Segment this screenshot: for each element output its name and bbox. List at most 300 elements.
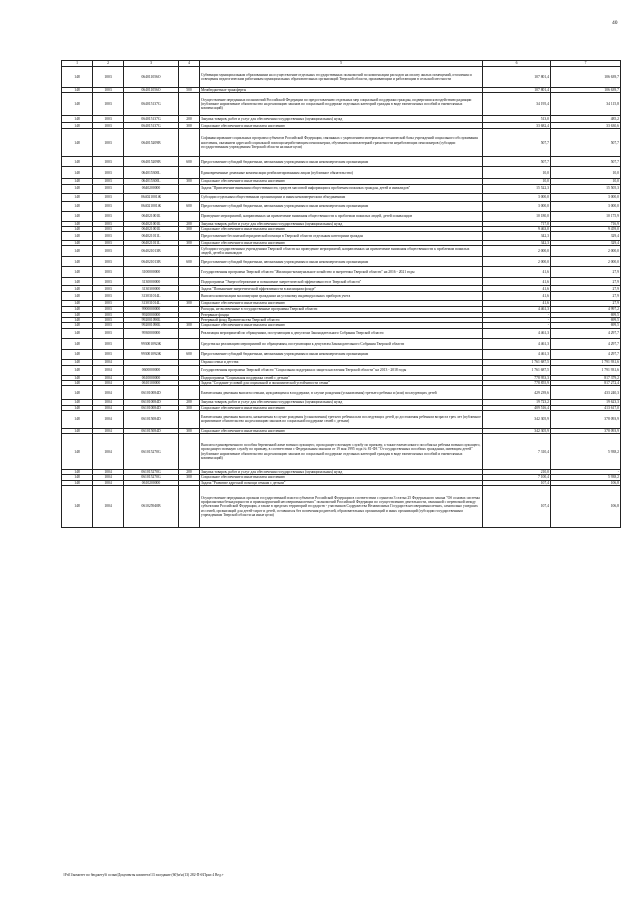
table-row bbox=[62, 328, 621, 338]
cell-description: Единовременные денежные компенсации реабилитированным лицам (публичное обязательство) bbox=[200, 167, 483, 179]
cell-actual-amount: 3 000,0 bbox=[551, 193, 621, 201]
cell-description: Межбюджетные трансферты bbox=[200, 88, 483, 93]
cell-plan-amount: 342 305,9 bbox=[483, 428, 551, 433]
cell-target-code: 064015300L bbox=[124, 179, 179, 184]
cell-description: Проведение мероприятий, направленных на привлечение внимания общественности к проблемам пожилых людей, детей и инвалидов bbox=[200, 211, 483, 221]
cell-target-code: 3130000000 bbox=[124, 278, 179, 286]
table-row bbox=[62, 386, 621, 400]
cell-target-code: 064021001Б bbox=[124, 221, 179, 226]
cell-section: 1004 bbox=[93, 475, 124, 480]
cell-section: 1004 bbox=[93, 400, 124, 405]
cell-expense-type: 300 bbox=[179, 405, 200, 410]
cell-grbs: 148 bbox=[62, 292, 93, 301]
cell-expense-type: 200 bbox=[179, 470, 200, 475]
cell-plan-amount: 41,6 bbox=[483, 286, 551, 292]
cell-description: Расходы, не включенные в государственные программы Тверской области bbox=[200, 306, 483, 312]
cell-expense-type bbox=[179, 67, 200, 88]
cell-description: Закупка товаров, работ и услуг для обеспечения государственных (муниципальных) нужд bbox=[200, 400, 483, 405]
cell-section: 1003 bbox=[93, 211, 124, 221]
cell-target-code: 313031014L bbox=[124, 301, 179, 306]
cell-target-code: 064021001Б bbox=[124, 211, 179, 221]
cell-plan-amount: 513,0 bbox=[483, 116, 551, 123]
cell-grbs: 148 bbox=[62, 405, 93, 410]
cell-description: Подпрограмма "Социальная поддержка семей с детьми" bbox=[200, 375, 483, 380]
cell-actual-amount: 10,0 bbox=[551, 179, 621, 184]
cell-grbs: 148 bbox=[62, 246, 93, 257]
cell-grbs: 148 bbox=[62, 375, 93, 380]
cell-plan-amount: 41,6 bbox=[483, 301, 551, 306]
cell-actual-amount: 27,9 bbox=[551, 301, 621, 306]
cell-section: 1003 bbox=[93, 267, 124, 278]
cell-plan-amount: 4 461,3 bbox=[483, 338, 551, 349]
cell-plan-amount: - bbox=[483, 318, 551, 323]
table-row bbox=[62, 211, 621, 221]
cell-target-code: 9930000000 bbox=[124, 328, 179, 338]
cell-description: Предоставление субсидий бюджетным, автономным учреждениям и иным некоммерческим организациям bbox=[200, 157, 483, 167]
cell-actual-amount: 4 297,7 bbox=[551, 349, 621, 359]
cell-expense-type bbox=[179, 386, 200, 400]
cell-expense-type bbox=[179, 232, 200, 241]
cell-target-code: 061025940В bbox=[124, 486, 179, 528]
cell-section: 1003 bbox=[93, 179, 124, 184]
cell-description: Социальное обеспечение и иные выплаты населению bbox=[200, 226, 483, 231]
cell-expense-type: 200 bbox=[179, 221, 200, 226]
cell-section: 1003 bbox=[93, 167, 124, 179]
cell-description: Резервный фонд Правительства Тверской области bbox=[200, 318, 483, 323]
cell-plan-amount: 3 000,0 bbox=[483, 201, 551, 211]
cell-section: 1004 bbox=[93, 386, 124, 400]
cell-actual-amount: 4 297,7 bbox=[551, 328, 621, 338]
cell-description: Закупка товаров, работ и услуг для обеспечения государственных (муниципальных) нужд bbox=[200, 470, 483, 475]
cell-grbs: 148 bbox=[62, 241, 93, 246]
cell-expense-type: 300 bbox=[179, 226, 200, 231]
cell-plan-amount: 107 801,4 bbox=[483, 67, 551, 88]
cell-actual-amount: - bbox=[551, 470, 621, 475]
cell-description: Задача "Создание условий для социальной и экономической устойчивости семьи" bbox=[200, 380, 483, 385]
cell-grbs: 148 bbox=[62, 257, 93, 267]
table-row bbox=[62, 129, 621, 157]
cell-expense-type bbox=[179, 338, 200, 349]
table-row bbox=[62, 267, 621, 278]
cell-target-code: 061010084D bbox=[124, 400, 179, 405]
cell-grbs: 148 bbox=[62, 365, 93, 375]
cell-grbs: 148 bbox=[62, 386, 93, 400]
cell-section: 1003 bbox=[93, 312, 124, 317]
cell-plan-amount: 778 953,3 bbox=[483, 375, 551, 380]
cell-plan-amount: 34 195,4 bbox=[483, 93, 551, 116]
cell-actual-amount: 485,2 bbox=[551, 116, 621, 123]
cell-plan-amount: 10 180,0 bbox=[483, 211, 551, 221]
cell-grbs: 148 bbox=[62, 410, 93, 428]
cell-grbs: 148 bbox=[62, 349, 93, 359]
table-row bbox=[62, 400, 621, 405]
cell-target-code: 3100000000 bbox=[124, 267, 179, 278]
cell-plan-amount: 33 682,4 bbox=[483, 123, 551, 129]
col-header: 3 bbox=[124, 61, 179, 67]
cell-actual-amount: 27,9 bbox=[551, 278, 621, 286]
cell-grbs: 148 bbox=[62, 428, 93, 433]
cell-plan-amount: 429 239,6 bbox=[483, 386, 551, 400]
table-row bbox=[62, 116, 621, 123]
cell-grbs: 148 bbox=[62, 167, 93, 179]
cell-target-code: 064015137G bbox=[124, 123, 179, 129]
cell-expense-type bbox=[179, 278, 200, 286]
cell-target-code: 0610100000 bbox=[124, 380, 179, 385]
cell-actual-amount: 817 379,2 bbox=[551, 375, 621, 380]
cell-plan-amount: 507,7 bbox=[483, 157, 551, 167]
table-row bbox=[62, 338, 621, 349]
col-header: 5 bbox=[200, 61, 483, 67]
cell-actual-amount: 329,4 bbox=[551, 232, 621, 241]
cell-section: 1004 bbox=[93, 405, 124, 410]
cell-section: 1003 bbox=[93, 349, 124, 359]
cell-plan-amount: 10,0 bbox=[483, 179, 551, 184]
table-row bbox=[62, 232, 621, 241]
cell-plan-amount: 4 461,3 bbox=[483, 328, 551, 338]
cell-plan-amount: - bbox=[483, 323, 551, 328]
cell-target-code: 0640200000 bbox=[124, 184, 179, 193]
cell-actual-amount: 5 938,2 bbox=[551, 434, 621, 470]
table-row bbox=[62, 349, 621, 359]
cell-description: Социальное обеспечение и иные выплаты населению bbox=[200, 241, 483, 246]
cell-grbs: 148 bbox=[62, 338, 93, 349]
cell-expense-type: 500 bbox=[179, 88, 200, 93]
cell-section: 1003 bbox=[93, 323, 124, 328]
cell-section: 1003 bbox=[93, 116, 124, 123]
cell-target-code: 061010084D bbox=[124, 386, 179, 400]
cell-grbs: 148 bbox=[62, 480, 93, 485]
cell-expense-type: 300 bbox=[179, 301, 200, 306]
cell-description: Закупка товаров, работ и услуг для обеспечения государственных (муниципальных) нужд bbox=[200, 221, 483, 226]
cell-description: Предоставление субсидий бюджетным, автономным учреждениям и иным некоммерческим организациям bbox=[200, 257, 483, 267]
cell-grbs: 148 bbox=[62, 226, 93, 231]
cell-description: Государственная программа Тверской области "Жилищно-коммунальное хозяйство и энергетика Тверской области" на 2016 - 2021 годы bbox=[200, 267, 483, 278]
cell-target-code: 0610000000 bbox=[124, 375, 179, 380]
cell-actual-amount: 699,5 bbox=[551, 323, 621, 328]
cell-actual-amount: 10,0 bbox=[551, 167, 621, 179]
cell-description: Субвенции муниципальным образованиям на осуществление отдельных государственных полномочий по компенсации расходов на оплату жилых помещений, отопления и освещения педагогическим работникам муниципальных образовательных организаций Тверской области, проживающим и работающим в сельской местности bbox=[200, 67, 483, 88]
cell-section: 1003 bbox=[93, 93, 124, 116]
cell-grbs: 148 bbox=[62, 380, 93, 385]
cell-description: Охрана семьи и детства bbox=[200, 359, 483, 365]
cell-actual-amount: 433 240,3 bbox=[551, 386, 621, 400]
cell-plan-amount: 342,3 bbox=[483, 241, 551, 246]
cell-expense-type bbox=[179, 365, 200, 375]
cell-target-code: 064021013В bbox=[124, 257, 179, 267]
cell-plan-amount: 4 461,3 bbox=[483, 306, 551, 312]
cell-description: Субсидии отдельным общественным организациям и иным некоммерческим объединениям bbox=[200, 193, 483, 201]
cell-section: 1003 bbox=[93, 306, 124, 312]
cell-description: Социальное обеспечение и иные выплаты населению bbox=[200, 323, 483, 328]
cell-actual-amount: 9 459,0 bbox=[551, 226, 621, 231]
cell-plan-amount: 107 801,4 bbox=[483, 88, 551, 93]
cell-description: Социальное обеспечение и иные выплаты населению bbox=[200, 405, 483, 410]
cell-grbs: 148 bbox=[62, 301, 93, 306]
cell-plan-amount: 507,7 bbox=[483, 129, 551, 157]
cell-target-code: 9900000000 bbox=[124, 306, 179, 312]
cell-actual-amount: 15 505,3 bbox=[551, 184, 621, 193]
table-row bbox=[62, 486, 621, 528]
cell-actual-amount: 2 000,0 bbox=[551, 246, 621, 257]
cell-grbs: 148 bbox=[62, 232, 93, 241]
cell-expense-type bbox=[179, 267, 200, 278]
cell-description: Социальное обеспечение и иные выплаты населению bbox=[200, 301, 483, 306]
cell-section: 1003 bbox=[93, 232, 124, 241]
cell-target-code: 064015209В bbox=[124, 157, 179, 167]
cell-grbs: 148 bbox=[62, 193, 93, 201]
cell-grbs: 148 bbox=[62, 123, 93, 129]
cell-grbs: 148 bbox=[62, 93, 93, 116]
table-row bbox=[62, 246, 621, 257]
cell-description: Предоставление субсидий бюджетным, автономным учреждениям и иным некоммерческим организациям bbox=[200, 349, 483, 359]
cell-expense-type: 600 bbox=[179, 201, 200, 211]
table-row bbox=[62, 434, 621, 470]
table-row bbox=[62, 257, 621, 267]
cell-grbs: 148 bbox=[62, 323, 93, 328]
cell-grbs: 148 bbox=[62, 129, 93, 157]
cell-target-code: 061015270G bbox=[124, 434, 179, 470]
cell-section: 1004 bbox=[93, 359, 124, 365]
cell-plan-amount: 717,0 bbox=[483, 221, 551, 226]
table-row bbox=[62, 201, 621, 211]
cell-section: 1003 bbox=[93, 88, 124, 93]
cell-target-code: 3130300000 bbox=[124, 286, 179, 292]
cell-section: 1004 bbox=[93, 470, 124, 475]
cell-target-code: 064021013В bbox=[124, 246, 179, 257]
cell-expense-type bbox=[179, 211, 200, 221]
cell-description: Задача "Повышение энергетической эффективности в жилищном фонде" bbox=[200, 286, 483, 292]
cell-description: Задача "Развитие адресной помощи семьям с детьми" bbox=[200, 480, 483, 485]
cell-target-code: 064015137G bbox=[124, 116, 179, 123]
cell-section: 1003 bbox=[93, 129, 124, 157]
cell-plan-amount: 19 723,2 bbox=[483, 400, 551, 405]
cell-actual-amount: 699,5 bbox=[551, 318, 621, 323]
cell-description: Ежемесячная денежная выплата семьям, нуждающимся в поддержке, в случае рождения (усыновления) третьего ребенка и (или) последующих детей bbox=[200, 386, 483, 400]
cell-target-code: 061010084D bbox=[124, 405, 179, 410]
cell-plan-amount: 7 100,4 bbox=[483, 475, 551, 480]
cell-grbs: 148 bbox=[62, 470, 93, 475]
cell-grbs: 148 bbox=[62, 306, 93, 312]
page-number: 40 bbox=[612, 20, 618, 26]
cell-section: 1003 bbox=[93, 241, 124, 246]
cell-description: Ежемесячная денежная выплата, назначаемая в случае рождения (усыновления) третьего ребенка или последующих детей до достижения ребенком возраста трех лет (публичное нормативное обязательство на реализацию законов по социальной поддержке семей с детьми) bbox=[200, 410, 483, 428]
budget-table bbox=[61, 60, 621, 528]
table-row bbox=[62, 292, 621, 301]
cell-expense-type bbox=[179, 328, 200, 338]
cell-grbs: 148 bbox=[62, 312, 93, 317]
cell-expense-type bbox=[179, 193, 200, 201]
cell-target-code: 061015270G bbox=[124, 475, 179, 480]
cell-plan-amount: 1 761 687,5 bbox=[483, 365, 551, 375]
cell-target-code: 064015209В bbox=[124, 129, 179, 157]
cell-plan-amount: 210,0 bbox=[483, 470, 551, 475]
cell-grbs: 148 bbox=[62, 179, 93, 184]
cell-expense-type bbox=[179, 93, 200, 116]
cell-plan-amount: 41,6 bbox=[483, 267, 551, 278]
cell-grbs: 148 bbox=[62, 486, 93, 528]
cell-section: 1004 bbox=[93, 410, 124, 428]
cell-section: 1003 bbox=[93, 193, 124, 201]
cell-expense-type: 300 bbox=[179, 123, 200, 129]
cell-actual-amount: 106,8 bbox=[551, 486, 621, 528]
table-row bbox=[62, 67, 621, 88]
cell-actual-amount: 716,9 bbox=[551, 221, 621, 226]
cell-target-code: 064021001Ж bbox=[124, 193, 179, 201]
cell-grbs: 148 bbox=[62, 88, 93, 93]
cell-description: Социальное обеспечение и иные выплаты населению bbox=[200, 123, 483, 129]
cell-description: Социальное обеспечение и иные выплаты населению bbox=[200, 475, 483, 480]
cell-target-code: 064011056О bbox=[124, 67, 179, 88]
cell-description: Социальное обеспечение и иные выплаты населению bbox=[200, 179, 483, 184]
cell-plan-amount: 1 761 687,5 bbox=[483, 359, 551, 365]
cell-actual-amount: 27,9 bbox=[551, 286, 621, 292]
cell-actual-amount: 34 115,8 bbox=[551, 93, 621, 116]
cell-target-code: 061015270G bbox=[124, 470, 179, 475]
table-row bbox=[62, 278, 621, 286]
cell-section: 1004 bbox=[93, 375, 124, 380]
cell-actual-amount: 4 997,2 bbox=[551, 306, 621, 312]
col-header: 1 bbox=[62, 61, 93, 67]
cell-description: Предоставление субсидий бюджетным, автономным учреждениям и иным некоммерческим организациям bbox=[200, 201, 483, 211]
table-row bbox=[62, 167, 621, 179]
cell-target-code: 993001092Ж bbox=[124, 338, 179, 349]
cell-actual-amount: 10 175,9 bbox=[551, 211, 621, 221]
cell-plan-amount: 409 516,4 bbox=[483, 405, 551, 410]
cell-section: 1003 bbox=[93, 328, 124, 338]
cell-actual-amount: 4 297,7 bbox=[551, 338, 621, 349]
cell-actual-amount: 378 093,9 bbox=[551, 428, 621, 433]
cell-target-code: 992001090Б bbox=[124, 318, 179, 323]
cell-section: 1003 bbox=[93, 157, 124, 167]
cell-grbs: 148 bbox=[62, 278, 93, 286]
cell-grbs: 148 bbox=[62, 475, 93, 480]
cell-plan-amount: 2 000,0 bbox=[483, 257, 551, 267]
cell-section: 1004 bbox=[93, 486, 124, 528]
cell-description: Осуществление переданных органам государственной власти субъектов Российской Федерации в соответствии с пунктом 3 статьи 25 Федерального закона "Об основах системы профилактики безнадзорности и правонарушений несовершеннолетних" полномочий Российской Федерации по осуществлению деятельности, связанной с перевозкой между субъектами Российской Федерации, а также в пределах территорий государств - участников Содружества Независимых Государств несовершеннолетних, самовольно ушедших из семей, организаций для детей-сирот и детей, оставшихся без попечения родителей, образовательных организаций и иных организаций (субсидии государственным учреждениям Тверской области на иные цели) bbox=[200, 486, 483, 528]
cell-target-code: 064021011L bbox=[124, 232, 179, 241]
col-header: 2 bbox=[93, 61, 124, 67]
cell-section: 1003 bbox=[93, 338, 124, 349]
cell-actual-amount: 5 938,2 bbox=[551, 475, 621, 480]
cell-section: 1003 bbox=[93, 246, 124, 257]
col-header: 6 bbox=[483, 61, 551, 67]
col-header: 4 bbox=[179, 61, 200, 67]
table-row bbox=[62, 193, 621, 201]
cell-actual-amount: 3 000,0 bbox=[551, 201, 621, 211]
cell-description: Государственная программа Тверской области "Социальная поддержка и защита населения Тверской области" на 2013 - 2018 годы bbox=[200, 365, 483, 375]
table-row bbox=[62, 365, 621, 375]
cell-grbs: 148 bbox=[62, 157, 93, 167]
cell-description: Резервные фонды bbox=[200, 312, 483, 317]
cell-grbs: 148 bbox=[62, 116, 93, 123]
cell-grbs: 148 bbox=[62, 221, 93, 226]
cell-plan-amount: 15 522,3 bbox=[483, 184, 551, 193]
cell-plan-amount: 2 000,0 bbox=[483, 246, 551, 257]
cell-target-code: 064011056О bbox=[124, 88, 179, 93]
cell-expense-type bbox=[179, 292, 200, 301]
cell-plan-amount: 4 461,3 bbox=[483, 349, 551, 359]
cell-grbs: 148 bbox=[62, 184, 93, 193]
cell-section: 1004 bbox=[93, 428, 124, 433]
cell-grbs: 148 bbox=[62, 286, 93, 292]
cell-grbs: 148 bbox=[62, 201, 93, 211]
cell-target-code: 0610200000 bbox=[124, 480, 179, 485]
table-row bbox=[62, 410, 621, 428]
table-row bbox=[62, 93, 621, 116]
cell-expense-type: 300 bbox=[179, 323, 200, 328]
cell-actual-amount: 699,5 bbox=[551, 312, 621, 317]
cell-grbs: 148 bbox=[62, 211, 93, 221]
cell-expense-type bbox=[179, 434, 200, 470]
cell-target-code: 0600000000 bbox=[124, 365, 179, 375]
cell-section: 1004 bbox=[93, 434, 124, 470]
cell-section: 1003 bbox=[93, 184, 124, 193]
cell-expense-type: 600 bbox=[179, 257, 200, 267]
cell-target-code: 9920000000 bbox=[124, 312, 179, 317]
cell-target-code: 064015137G bbox=[124, 93, 179, 116]
cell-section: 1004 bbox=[93, 365, 124, 375]
cell-target-code: 993001092Ж bbox=[124, 349, 179, 359]
cell-actual-amount: 27,9 bbox=[551, 292, 621, 301]
cell-expense-type: 600 bbox=[179, 157, 200, 167]
cell-actual-amount: 1 791 931,6 bbox=[551, 365, 621, 375]
cell-actual-amount: 1 791 931,6 bbox=[551, 359, 621, 365]
cell-target-code: 064021011L bbox=[124, 241, 179, 246]
cell-expense-type bbox=[179, 167, 200, 179]
cell-section: 1004 bbox=[93, 480, 124, 485]
cell-expense-type: 200 bbox=[179, 400, 200, 405]
cell-grbs: 148 bbox=[62, 328, 93, 338]
cell-grbs: 148 bbox=[62, 359, 93, 365]
cell-section: 1003 bbox=[93, 301, 124, 306]
cell-expense-type: 300 bbox=[179, 475, 200, 480]
cell-grbs: 148 bbox=[62, 400, 93, 405]
cell-grbs: 148 bbox=[62, 318, 93, 323]
cell-expense-type bbox=[179, 129, 200, 157]
cell-expense-type: 300 bbox=[179, 428, 200, 433]
cell-section: 1003 bbox=[93, 257, 124, 267]
cell-grbs: 148 bbox=[62, 434, 93, 470]
cell-plan-amount: 41,6 bbox=[483, 278, 551, 286]
cell-actual-amount: 106 639,7 bbox=[551, 88, 621, 93]
file-path-footer: \\Fs01\комитет по бюджету\6 созыв\Документы комитета\13 заседание (60)\n\п(13) 282-П-6\Прил 4 Вед.+ bbox=[63, 873, 224, 877]
cell-description: Софинансирование социальных программ субъектов Российской Федерации, связанных с укреплением материально-технической базы учреждений социального обслуживания населения, оказанием адресной социальной помощи неработающим пенсионерам, обучением компьютерной грамотности неработающих пенсионеров (субсидии государственным учреждениям Тверской области на иные цели) bbox=[200, 129, 483, 157]
cell-section: 1004 bbox=[93, 380, 124, 385]
cell-description: Выплата единовременного пособия беременной жене военнослужащего, проходящего военную службу по призыву, а также ежемесячного пособия на ребенка военнослужащего, проходящего военную службу по призыву, в соответствии с Федеральным законом от 19 мая 1995 года № 81-ФЗ "О государственных пособиях гражданам, имеющим детей" (публичное нормативное обязательство на реализацию законов по социальной поддержке отдельных категорий граждан в виде ежемесячных пособий и ежемесячных компенсаций) bbox=[200, 434, 483, 470]
cell-actual-amount: 106 639,7 bbox=[551, 67, 621, 88]
cell-target-code: 061015084D bbox=[124, 428, 179, 433]
cell-section: 1003 bbox=[93, 226, 124, 231]
cell-plan-amount: 107,4 bbox=[483, 486, 551, 528]
cell-target-code: 064015300L bbox=[124, 167, 179, 179]
cell-description: Выплата компенсации малоимущим гражданам на установку индивидуальных приборов учета bbox=[200, 292, 483, 301]
cell-plan-amount: 342,3 bbox=[483, 232, 551, 241]
cell-description: Подпрограмма "Энергосбережение и повышение энергетической эффективности в Тверской области" bbox=[200, 278, 483, 286]
cell-description: Средства на реализацию мероприятий по обращениям, поступающим к депутатам Законодательного Собрания Тверской области bbox=[200, 338, 483, 349]
cell-section: 1003 bbox=[93, 278, 124, 286]
cell-description: Субсидии государственным учреждениям Тверской области на проведение мероприятий, направленных на привлечение внимания общественности к проблемам пожилых людей, детей и инвалидов bbox=[200, 246, 483, 257]
cell-actual-amount: 507,7 bbox=[551, 129, 621, 157]
cell-actual-amount: 2 000,0 bbox=[551, 257, 621, 267]
cell-section: 1003 bbox=[93, 292, 124, 301]
cell-actual-amount: 378 093,9 bbox=[551, 410, 621, 428]
cell-target-code: 064021001Б bbox=[124, 226, 179, 231]
cell-expense-type: 300 bbox=[179, 179, 200, 184]
cell-grbs: 148 bbox=[62, 67, 93, 88]
cell-actual-amount: 33 630,6 bbox=[551, 123, 621, 129]
cell-plan-amount: 10,0 bbox=[483, 167, 551, 179]
cell-target-code: 064021001Ж bbox=[124, 201, 179, 211]
